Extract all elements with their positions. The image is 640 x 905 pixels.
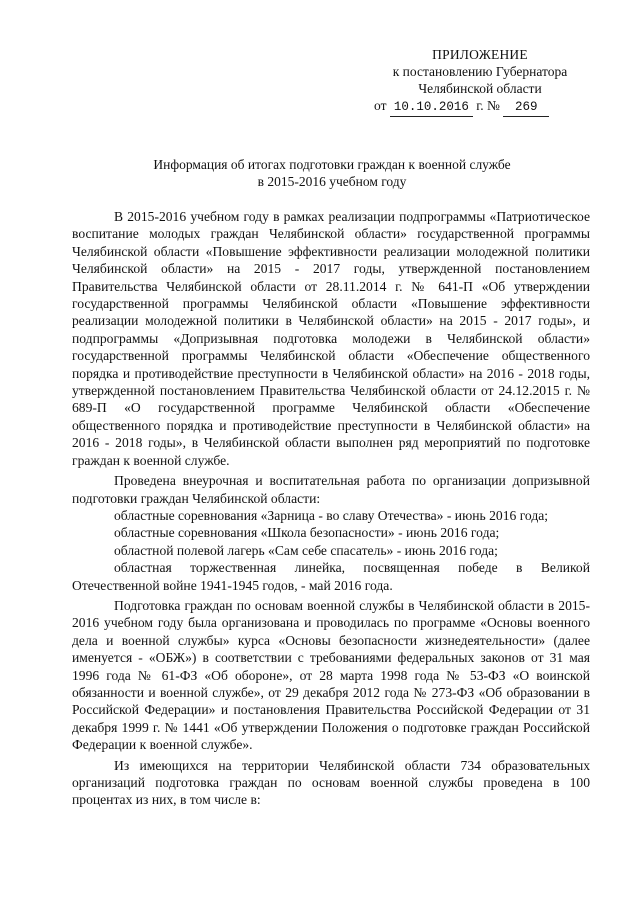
document-title [72,156,592,190]
list-item: областной полевой лагерь «Сам себе спасатель» - июнь 2016 года; [114,542,498,558]
appendix-label: ПРИЛОЖЕНИЕ [432,47,528,62]
decree-date: 10.10.2016 [390,99,473,117]
decree-date-line [360,97,600,117]
year-suffix: г. [476,98,484,113]
number-sign: № [487,98,500,113]
list-item: областные соревнования «Зарница - во славу Отечества» - июнь 2016 года; [114,507,549,523]
decree-reference: к постановлению Губернатора [392,64,568,79]
document-body [72,208,590,809]
paragraph-training: Подготовка граждан по основам военной службы в Челябинской области в 2015-2016 учебном году была организована и проводилась по программе «Основы военного дела и военной службы» курса «Основы безопасности жизнедеятельности» (далее именуется - «ОБЖ») в соответствии с требованиями федеральных законов от 31 мая 1996 года № 61-ФЗ «Об обороне», от 28 марта 1998 года № 53-ФЗ «О воинской обязанности и военной службе», от 29 декабря 2012 года № 273-ФЗ «Об образовании в Российской Федерации» и постановления Правительства Российской Федерации от 31 декабря 1999 г. № 1441 «Об утверждении Положения о подготовке граждан Российской Федерации к военной службе». [72,597,590,753]
date-prefix: от [374,98,387,113]
decree-number: 269 [503,99,549,117]
paragraph-activities: Проведена внеурочная и воспитательная работа по организации допризывной подготовки граждан Челябинской области: [72,473,590,506]
list-item: областные соревнования «Школа безопасности» - июнь 2016 года; [114,525,500,541]
list-item: областная торжественная линейка, посвященная победе в Великой Отечественной войне 1941-1945 годов, - май 2016 года. [72,560,590,593]
paragraph-organizations: Из имеющихся на территории Челябинской области 734 образовательных организаций подготовка граждан по основам военной службы проведена в 100 процентах из них, в том числе в: [72,757,590,808]
title-line-1: Информация об итогах подготовки граждан к военной службе [153,157,511,172]
title-line-2: в 2015-2016 учебном году [257,174,407,189]
appendix-header [360,46,600,117]
region-name: Челябинской области [418,81,542,96]
paragraph-intro: В 2015-2016 учебном году в рамках реализации подпрограммы «Патриотическое воспитание молодых граждан Челябинской области» государственной программы Челябинской области «Повышение эффективности реализации молодежной политики Челябинской области» на 2015 - 2017 годы, утвержденной постановлением Правительства Челябинской области от 28.11.2014 г. № 641-П «Об утверждении государственной программы Челябинской области «Повышение эффективности реализации молодежной политики в Челябинской области» на 2015 - 2017 годы», и подпрограммы «Допризывная подготовка молодежи в Челябинской области» государственной программы Челябинской области «Обеспечение общественного порядка и противодействие преступности в Челябинской области» на 2016 - 2018 годы, утвержденной постановлением Правительства Челябинской области от 24.12.2015 г. № 689-П «О государственной программе Челябинской области «Обеспечение общественного порядка и противодействие преступности в Челябинской области» на 2016 - 2018 годы», в Челябинской области выполнен ряд мероприятий по подготовке граждан к военной службе. [72,209,590,468]
